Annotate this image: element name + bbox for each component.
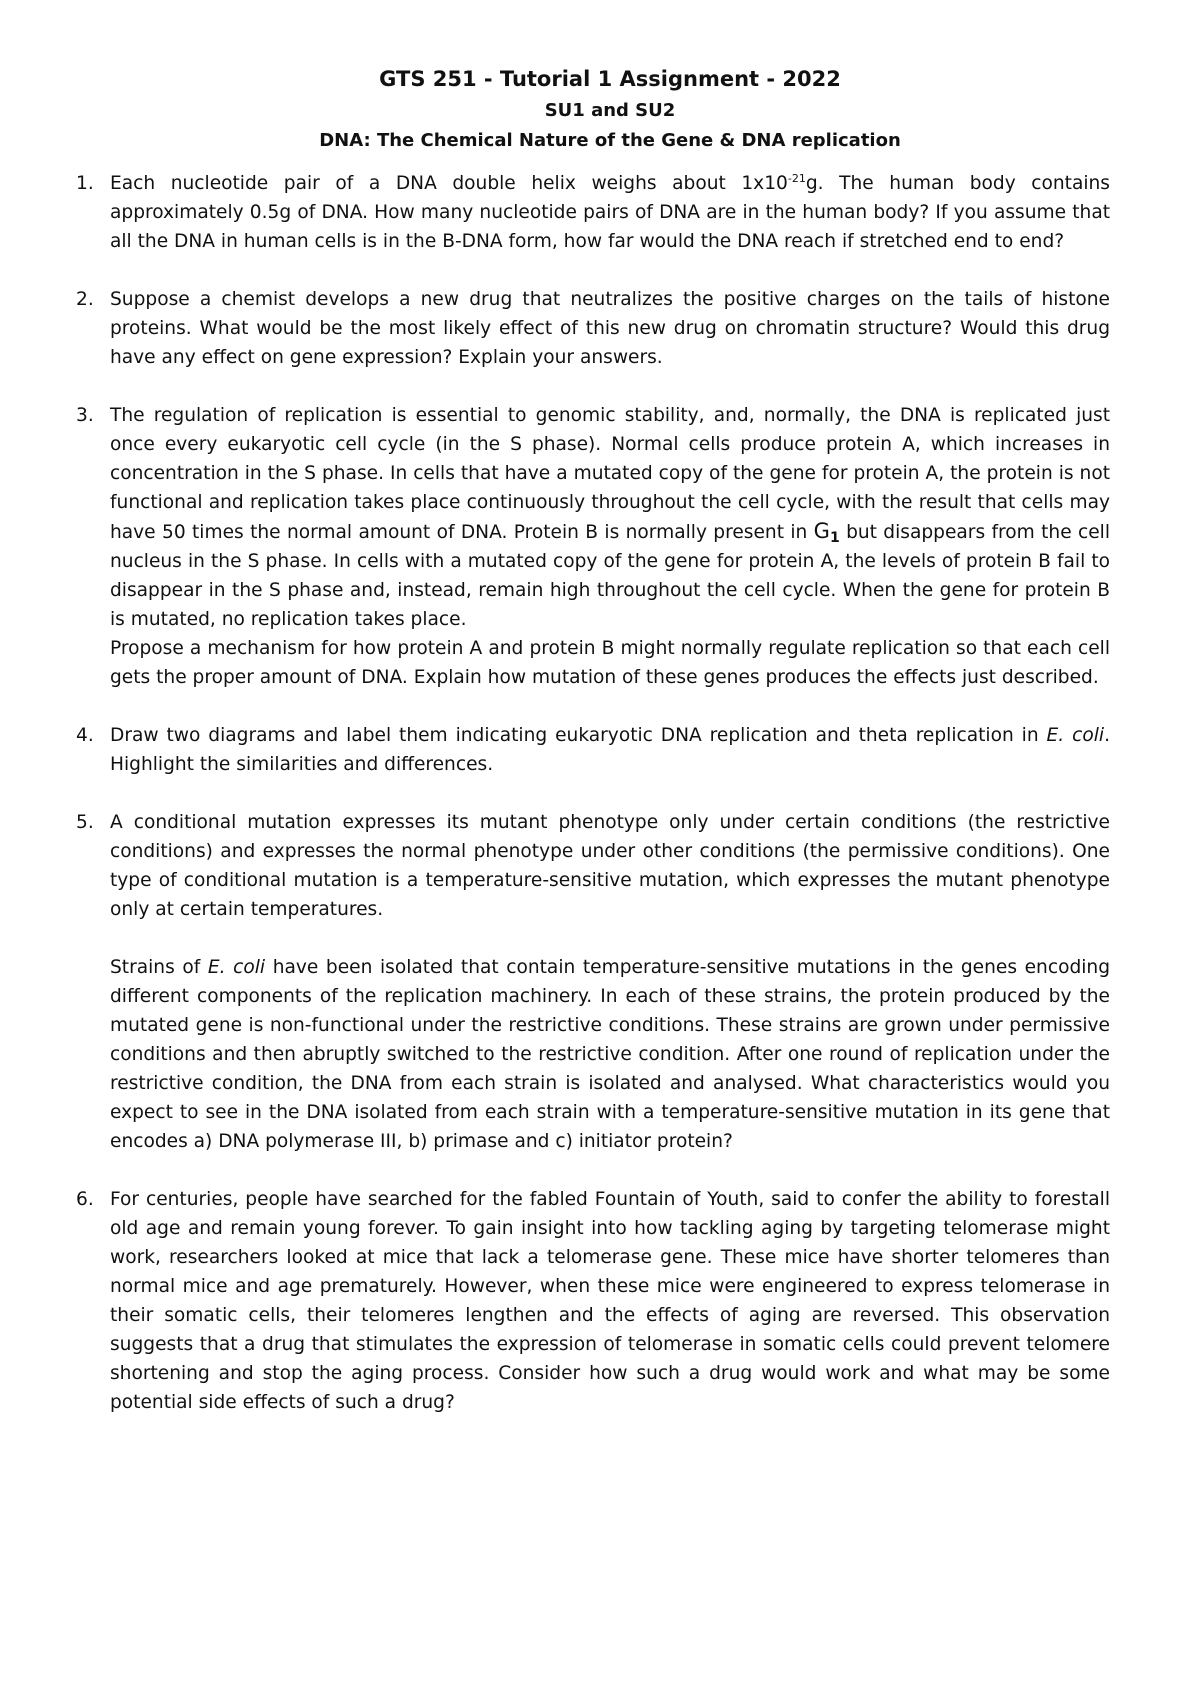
question-5 (76, 808, 1111, 1156)
question-number: 4. (76, 725, 94, 746)
species-name: E. coli (207, 957, 266, 978)
question-text: Draw two diagrams and label them indicating eukaryotic DNA replication and theta replication in E. coli. Highlight the similarities and differences. (110, 725, 1110, 775)
question-text: A conditional mutation expresses its mutant phenotype only under certain conditions (the restrictive conditions) and expresses the normal phenotype under other conditions (the permissive conditions). One type of conditional mutation is a temperature-sensitive mutation, which expresses the mutant phenotype only at certain temperatures. (110, 812, 1110, 920)
document-topic: DNA: The Chemical Nature of the Gene & DNA replication (319, 130, 901, 151)
question-text: The regulation of replication is essential to genomic stability, and, normally, the DNA is replicated just once every eukaryotic cell cycle (in the S phase). Normal cells produce protein A, which increases in concentration in the S phase. In cells that have a mutated copy of the gene for protein A, the protein is not functional and replication takes place continuously throughout the cell cycle, with the result that cells may have 50 times the normal amount of DNA. Protein B is normally present in $G_1$ but disappears from the cell nucleus in the S phase. In cells with a mutated copy of the gene for protein A, the levels of protein B fail to disappear in the S phase and, instead, remain high throughout the cell cycle. When the gene for protein B is mutated, no replication takes place. (110, 405, 1110, 630)
question-number: 3. (76, 405, 94, 426)
question-1 (76, 169, 1110, 256)
question-2 (76, 285, 1110, 372)
question-number: 1. (76, 173, 94, 194)
question-6 (76, 1185, 1110, 1417)
question-number: 5. (76, 812, 94, 833)
document-title: GTS 251 - Tutorial 1 Assignment - 2022 (379, 67, 841, 91)
question-text: Suppose a chemist develops a new drug that neutralizes the positive charges on the tails of histone proteins. What would be the most likely effect of this new drug on chromatin structure? Would this drug have any effect on gene expression? Explain your answers. (110, 289, 1110, 368)
document-subtitle: SU1 and SU2 (544, 100, 676, 121)
question-text: Each nucleotide pair of a DNA double helix weighs about $1x10^{-21}g$. The human body contains approximately 0.5g of DNA. How many nucleotide pairs of DNA are in the human body? If you assume that all the DNA in human cells is in the B-DNA form, how far would the DNA reach if stretched end to end? (110, 171, 1110, 252)
g1-phase-label: $G_1$ (813, 519, 840, 546)
question-number: 2. (76, 289, 94, 310)
question-text-followup: Propose a mechanism for how protein A and protein B might normally regulate replication so that each cell gets the proper amount of DNA. Explain how mutation of these genes produces the effects just described. (110, 638, 1110, 688)
question-3 (76, 401, 1110, 692)
question-list (76, 169, 1111, 1417)
question-number: 6. (76, 1189, 94, 1210)
question-text: For centuries, people have searched for the fabled Fountain of Youth, said to confer the ability to forestall old age and remain young forever. To gain insight into how tackling aging by targeting telomerase might work, researchers looked at mice that lack a telomerase gene. These mice have shorter telomeres than normal mice and age prematurely. However, when these mice were engineered to express telomerase in their somatic cells, their telomeres lengthen and the effects of aging are reversed. This observation suggests that a drug that stimulates the expression of telomerase in somatic cells could prevent telomere shortening and stop the aging process. Consider how such a drug would work and what may be some potential side effects of such a drug? (110, 1189, 1110, 1413)
exponent: -21 (787, 171, 806, 185)
species-name: E. coli (1046, 725, 1105, 746)
document-header (110, 62, 1110, 157)
question-text-second-paragraph: Strains of E. coli have been isolated that contain temperature-sensitive mutations in the genes encoding different components of the replication machinery. In each of these strains, the protein produced by the mutated gene is non-functional under the restrictive conditions. These strains are grown under permissive conditions and then abruptly switched to the restrictive condition. After one round of replication under the restrictive condition, the DNA from each strain is isolated and analysed. What characteristics would you expect to see in the DNA isolated from each strain with a temperature-sensitive mutation in its gene that encodes a) DNA polymerase III, b) primase and c) initiator protein? (110, 957, 1111, 1152)
question-4 (76, 721, 1110, 779)
